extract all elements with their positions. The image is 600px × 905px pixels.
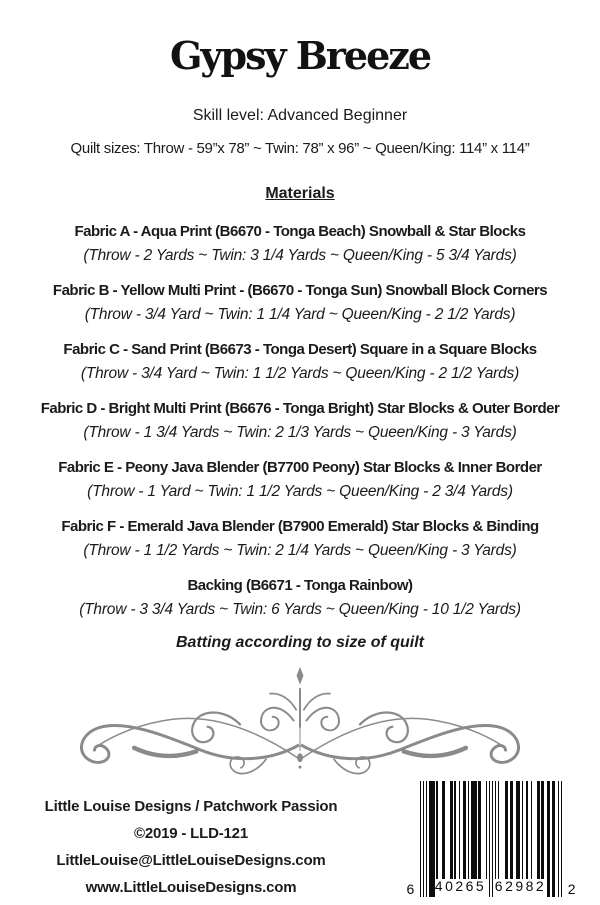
material-yardage: (Throw - 3/4 Yard ~ Twin: 1 1/4 Yard ~ Queen/King - 2 1/2 Yards) — [84, 305, 516, 323]
upc-barcode — [406, 781, 576, 899]
material-item-fabric-d — [0, 397, 600, 445]
barcode-digit-last: 2 — [567, 881, 576, 898]
barcode-module — [561, 781, 563, 897]
material-yardage: (Throw - 3 3/4 Yards ~ Twin: 6 Yards ~ Queen/King - 10 1/2 Yards) — [79, 600, 521, 618]
material-yardage: (Throw - 1 1/2 Yards ~ Twin: 2 1/4 Yards ~ Queen/King - 3 Yards) — [83, 541, 517, 559]
material-item-fabric-a — [0, 220, 600, 268]
material-name: Backing (B6671 - Tonga Rainbow) — [187, 576, 413, 594]
barcode-right-digits: 62982 — [494, 878, 547, 895]
contact-email: LittleLouise@LittleLouiseDesigns.com — [56, 852, 326, 870]
material-yardage: (Throw - 2 Yards ~ Twin: 3 1/4 Yards ~ Queen/King - 5 3/4 Yards) — [83, 246, 517, 264]
material-name: Fabric E - Peony Java Blender (B7700 Peony) Star Blocks & Inner Border — [58, 458, 542, 476]
material-yardage: (Throw - 1 3/4 Yards ~ Twin: 2 1/3 Yards ~ Queen/King - 3 Yards) — [83, 423, 517, 441]
material-item-fabric-c — [0, 338, 600, 386]
material-item-backing — [0, 574, 600, 622]
page-title: Gypsy Breeze — [169, 33, 431, 78]
material-name: Fabric A - Aqua Print (B6670 - Tonga Beach) Snowball & Star Blocks — [74, 222, 526, 240]
material-name: Fabric C - Sand Print (B6673 - Tonga Desert) Square in a Square Blocks — [63, 340, 537, 358]
batting-note: Batting according to size of quilt — [176, 633, 424, 651]
barcode-column — [382, 785, 600, 901]
material-item-fabric-b — [0, 279, 600, 327]
flourish-ornament-icon — [50, 661, 550, 777]
material-name: Fabric B - Yellow Multi Print - (B6670 - Tonga Sun) Snowball Block Corners — [52, 281, 548, 299]
skill-level-text: Skill level: Advanced Beginner — [192, 106, 408, 124]
copyright-pattern-number: ©2019 - LLD-121 — [134, 825, 248, 843]
material-yardage: (Throw - 1 Yard ~ Twin: 1 1/2 Yards ~ Queen/King - 2 3/4 Yards) — [87, 482, 513, 500]
material-yardage: (Throw - 3/4 Yard ~ Twin: 1 1/2 Yards ~ Queen/King - 2 1/2 Yards) — [80, 364, 520, 382]
quilt-sizes-text: Quilt sizes: Throw - 59”x 78” ~ Twin: 78” x 96” ~ Queen/King: 114” x 114” — [70, 140, 530, 158]
barcode-digit-first: 6 — [406, 881, 415, 898]
footer — [0, 785, 600, 901]
publisher-name: Little Louise Designs / Patchwork Passion — [44, 798, 338, 816]
material-name: Fabric F - Emerald Java Blender (B7900 Emerald) Star Blocks & Binding — [61, 517, 539, 535]
publisher-block — [0, 785, 382, 901]
website-url: www.LittleLouiseDesigns.com — [85, 879, 297, 897]
decorative-flourish — [50, 661, 550, 777]
material-item-fabric-e — [0, 456, 600, 504]
material-name: Fabric D - Bright Multi Print (B6676 - Tonga Bright) Star Blocks & Outer Border — [40, 399, 560, 417]
materials-heading: Materials — [265, 184, 335, 202]
barcode-left-digits: 40265 — [434, 878, 487, 895]
material-item-fabric-f — [0, 515, 600, 563]
